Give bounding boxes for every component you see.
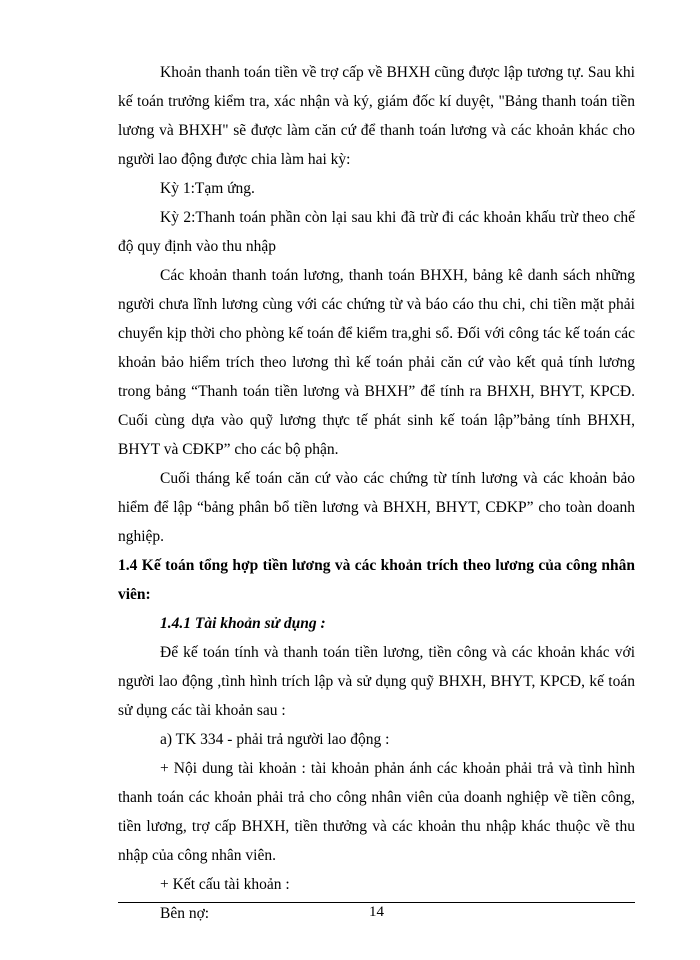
paragraph-month-end: Cuối tháng kế toán căn cứ vào các chứng từ tính lương và các khoản bảo hiểm để lập “bảng phân bổ tiền lương và BHXH, BHYT, CĐKP” cho toàn doanh nghiệp. xyxy=(118,470,635,545)
paragraph-account-334: a) TK 334 - phải trả người lao động : xyxy=(160,731,390,748)
paragraph-account-content: + Nội dung tài khoản : tài khoản phản ánh các khoản phải trả và tình hình thanh toán các khoản phải trả cho công nhân viên của doanh nghiệp về tiền công, tiền lương, trợ cấp BHXH, tiền thưởng và các khoản thu nhập khác thuộc về thu nhập của công nhân viên. xyxy=(118,760,635,864)
paragraph-period-2: Kỳ 2:Thanh toán phần còn lại sau khi đã trừ đi các khoản khấu trừ theo chế độ quy định vào thu nhập xyxy=(118,209,635,255)
paragraph-period-1: Kỳ 1:Tạm ứng. xyxy=(160,180,255,197)
page-number: 14 xyxy=(369,904,384,920)
paragraph-debit-side: Bên nợ: xyxy=(160,905,210,922)
page-body xyxy=(118,58,635,928)
paragraph-accounts-intro: Để kế toán tính và thanh toán tiền lương, tiền công và các khoản khác với người lao động ,tình hình trích lập và sử dụng quỹ BHXH, BHYT, KPCĐ, kế toán sử dụng các tài khoản sau : xyxy=(118,644,635,719)
paragraph-payment-records: Các khoản thanh toán lương, thanh toán BHXH, bảng kê danh sách những người chưa lĩnh lương cùng với các chứng từ và báo cáo thu chi, chi tiền mặt phải chuyển kịp thời cho phòng kế toán để kiểm tra,ghi sổ. Đối với công tác kế toán các khoản bảo hiểm trích theo lương thì kế toán phải căn cứ vào kết quả tính lương trong bảng “Thanh toán tiền lương và BHXH” để tính ra BHXH, BHYT, KPCĐ. Cuối cùng dựa vào quỹ lương thực tế phát sinh kế toán lập”bảng tính BHXH, BHYT và CĐKP” cho các bộ phận. xyxy=(118,267,635,458)
paragraph-account-structure: + Kết cấu tài khoản : xyxy=(160,876,290,893)
section-heading: 1.4 Kế toán tổng hợp tiền lương và các khoản trích theo lương của công nhân viên: xyxy=(118,557,635,603)
paragraph-payment-procedure: Khoản thanh toán tiền về trợ cấp về BHXH cũng được lập tương tự. Sau khi kế toán trưởng kiểm tra, xác nhận và ký, giám đốc kí duyệt, "Bảng thanh toán tiền lương và BHXH" sẽ được làm căn cứ để thanh toán lương và các khoản khác cho người lao động được chia làm hai kỳ: xyxy=(118,64,635,168)
subsection-heading: 1.4.1 Tài khoản sử dụng : xyxy=(160,615,326,632)
